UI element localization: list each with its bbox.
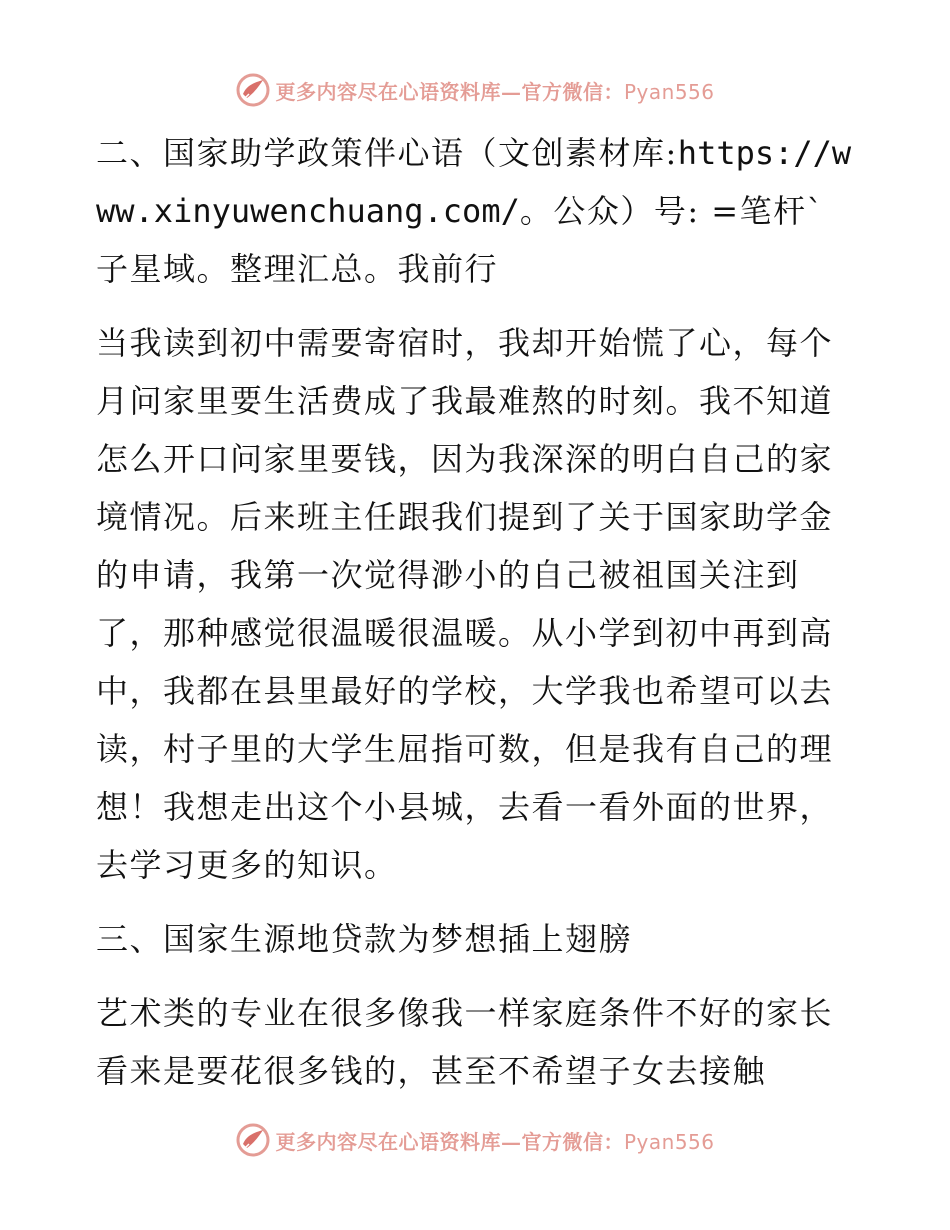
watermark-label: 更多内容尽在心语资料库—官方微信：	[275, 1129, 624, 1154]
body-paragraph-1: 当我读到初中需要寄宿时，我却开始慌了心，每个月问家里要生活费成了我最难熬的时刻。我不知道怎么开口问家里要钱，因为我深深的明白自己的家境情况。后来班主任跟我们提到了关于国家助学金的申请，我第一次觉得渺小的自己被祖国关注到了，那种感觉很温暖很温暖。从小学到初中再到高中，我都在县里最好的学校，大学我也希望可以去读，村子里的大学生屈指可数，但是我有自己的理想！我想走出这个小县城，去看一看外面的世界，去学习更多的知识。	[96, 324, 834, 884]
section-heading-2	[96, 124, 856, 298]
source-url: https://www.xinyuwenchuang.com/	[96, 134, 852, 230]
pen-logo-icon	[235, 72, 271, 108]
heading-2-suffix: 。公众）号: =笔杆`子星域。整理汇总。我前行	[96, 192, 825, 288]
section-heading-3: 三、国家生源地贷款为梦想插上翅膀	[96, 920, 633, 958]
footer-watermark	[0, 1120, 950, 1160]
watermark-text	[275, 76, 714, 105]
watermark-wechat-id: Pyan556	[623, 1129, 715, 1154]
body-paragraph-2: 艺术类的专业在很多像我一样家庭条件不好的家长看来是要花很多钱的，甚至不希望子女去接触	[96, 994, 834, 1090]
watermark-wechat-id: Pyan556	[623, 79, 715, 104]
pen-logo-icon	[235, 1122, 271, 1158]
header-watermark	[0, 70, 950, 110]
watermark-text	[275, 1126, 714, 1155]
heading-2-prefix: 二、国家助学政策伴心语（文创素材库:	[96, 134, 678, 172]
watermark-label: 更多内容尽在心语资料库—官方微信：	[275, 79, 624, 104]
document-body	[96, 124, 856, 1116]
